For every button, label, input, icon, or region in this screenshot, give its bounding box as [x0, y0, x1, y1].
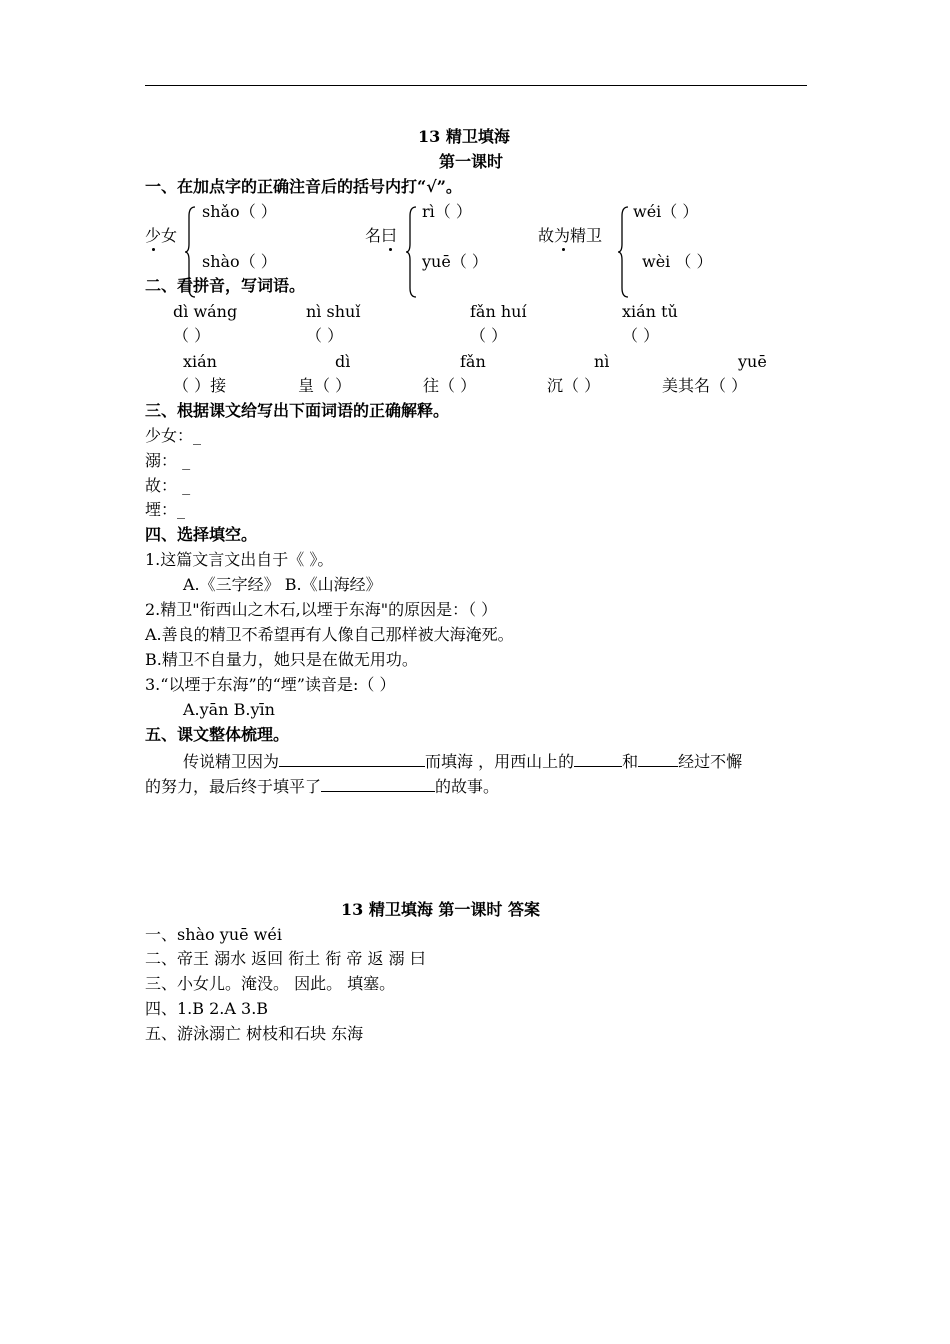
s5-text-a: 传说精卫因为: [183, 752, 280, 771]
s5-paragraph-line-2: [145, 775, 499, 797]
section-5-heading: 五、课文整体梳理。: [145, 725, 290, 744]
s5-blank-1: [279, 750, 425, 767]
s2-word-3: 往（ ）: [423, 376, 477, 395]
s2-blank-1: （ ）: [173, 326, 211, 345]
page-title: 13 精卫填海: [418, 127, 510, 146]
emphasis-dot: [562, 248, 565, 251]
s5-text-f: 的故事。: [435, 777, 500, 796]
s5-text-c: 和: [622, 752, 639, 771]
s1-g2-opt2: yuē（ ）: [422, 252, 488, 271]
s4-q2: 2.精卫"衔西山之木石,以堙于东海"的原因是：（ ）: [145, 600, 498, 619]
s1-g2-opt1: rì（ ）: [422, 202, 472, 221]
s5-blank-3: [638, 750, 678, 767]
s2-pinyin-7: fǎn: [460, 352, 486, 371]
s4-q2-option-a: A.善良的精卫不希望再有人像自己那样被大海淹死。: [145, 625, 514, 644]
s5-text-b: 而填海 ，用西山上的: [425, 752, 575, 771]
s2-pinyin-6: dì: [335, 352, 351, 371]
section-2-heading: 二、看拼音，写词语。: [145, 276, 306, 295]
s4-q1-options: A.《三字经》 B.《山海经》: [183, 575, 382, 594]
s2-pinyin-3: fǎn huí: [470, 302, 527, 321]
s2-pinyin-9: yuē: [738, 352, 767, 371]
section-3-heading: 三、根据课文给写出下面词语的正确解释。: [145, 401, 450, 420]
s1-g1-opt2: shào（ ）: [202, 252, 277, 271]
answer-line-5: 五、游泳溺亡 树枝和石块 东海: [145, 1024, 364, 1043]
s4-q3-options: A.yān B.yīn: [183, 700, 275, 719]
s2-pinyin-1: dì wáng: [173, 302, 238, 321]
brace-2: [405, 206, 417, 298]
s2-word-1: （ ）接: [173, 376, 227, 395]
s5-text-e: 的努力，最后终于填平了: [145, 777, 322, 796]
s5-blank-2: [574, 750, 622, 767]
s3-item-2: 溺： _: [145, 451, 191, 470]
s1-g1-opt1: shǎo（ ）: [202, 202, 277, 221]
answer-line-4: 四、1.B 2.A 3.B: [145, 999, 269, 1018]
emphasis-dot: [152, 248, 155, 251]
s5-blank-4: [321, 775, 435, 792]
answer-line-3: 三、小女儿。淹没。 因此。 填塞。: [145, 974, 396, 993]
s4-q3: 3.“以堙于东海”的“堙”读音是:（ ）: [145, 675, 396, 694]
s2-word-2: 皇（ ）: [298, 376, 352, 395]
s3-item-4: 堙：_: [145, 500, 186, 519]
s1-g3-word: 故为精卫: [538, 226, 603, 245]
s5-text-d: 经过不懈: [678, 752, 743, 771]
s1-g3-opt2: wèi （ ）: [642, 252, 713, 271]
section-1-heading: 一、在加点字的正确注音后的括号内打“√”。: [145, 177, 462, 196]
s2-blank-4: （ ）: [622, 326, 660, 345]
answer-line-1: 一、shào yuē wéi: [145, 925, 282, 944]
s2-pinyin-8: nì: [594, 352, 610, 371]
s2-pinyin-4: xián tǔ: [622, 302, 678, 321]
s2-blank-2: （ ）: [306, 326, 344, 345]
s2-pinyin-5: xián: [183, 352, 217, 371]
page-subtitle: 第一课时: [439, 152, 504, 171]
section-4-heading: 四、选择填空。: [145, 525, 258, 544]
s1-g3-opt1: wéi（ ）: [633, 202, 699, 221]
s2-word-4: 沉（ ）: [547, 376, 601, 395]
answer-line-2: 二、帝王 溺水 返回 衔土 衔 帝 返 溺 曰: [145, 949, 426, 968]
s3-item-3: 故： _: [145, 476, 191, 495]
s5-paragraph-line-1: [183, 750, 742, 772]
emphasis-dot: [389, 248, 392, 251]
top-rule: [145, 85, 807, 86]
s3-item-1: 少女：_: [145, 426, 202, 445]
s1-g2-word: 名曰: [365, 226, 398, 245]
s4-q2-option-b: B.精卫不自量力，她只是在做无用功。: [145, 650, 418, 669]
s1-g1-word: 少女: [145, 226, 178, 245]
answers-title: 13 精卫填海 第一课时 答案: [341, 900, 540, 919]
s2-pinyin-2: nì shuǐ: [306, 302, 361, 321]
brace-3: [617, 206, 629, 298]
s2-blank-3: （ ）: [470, 326, 508, 345]
s2-word-5: 美其名（ ）: [662, 376, 748, 395]
s4-q1: 1.这篇文言文出自于《 》。: [145, 550, 334, 569]
